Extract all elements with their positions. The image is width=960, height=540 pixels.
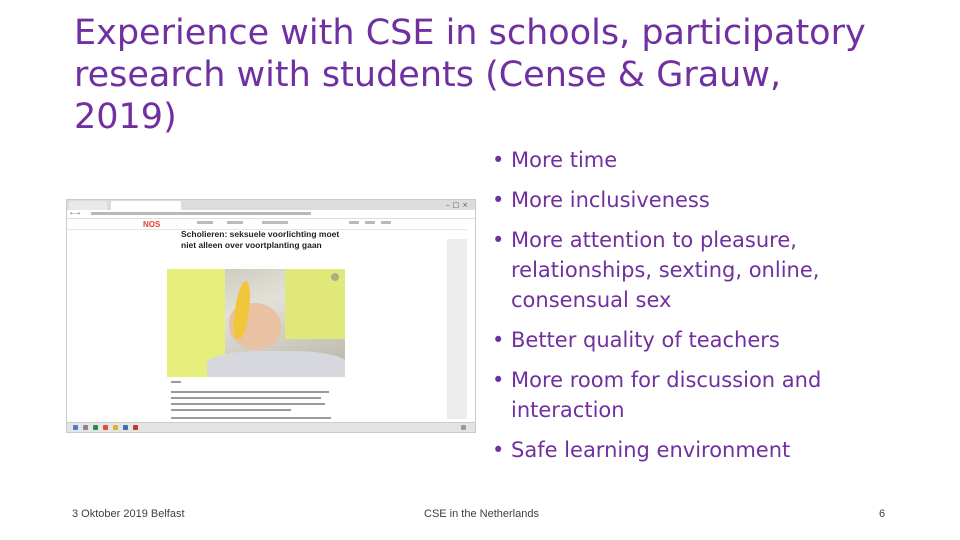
bullet-item: • More time — [492, 145, 912, 175]
nos-logo: NOS — [143, 220, 161, 229]
site-nav-item — [365, 221, 375, 224]
taskbar-app-icon — [133, 425, 138, 430]
article-photo — [167, 269, 345, 377]
article-text-line — [171, 397, 321, 399]
footer-title: CSE in the Netherlands — [424, 508, 539, 520]
slide-title: Experience with CSE in schools, participatory research with students (Cense & Grauw, 2019) — [74, 13, 866, 137]
article-text-line — [171, 409, 291, 411]
os-taskbar — [67, 422, 475, 432]
bullet-item: • More inclusiveness — [492, 185, 912, 215]
site-nav-item — [262, 221, 288, 224]
site-nav-item — [227, 221, 243, 224]
bullet-item: • More attention to pleasure, relationships, sexting, online, consensual sex — [492, 225, 912, 315]
taskbar-app-icon — [103, 425, 108, 430]
article-headline: Scholieren: seksuele voorlichting moet niet alleen over voortplanting gaan — [181, 229, 340, 250]
site-nav-item — [197, 221, 213, 224]
start-icon — [73, 425, 78, 430]
article-text-line — [171, 381, 181, 383]
article-text-line — [171, 403, 325, 405]
zoom-icon — [331, 273, 339, 281]
browser-tab — [69, 201, 107, 210]
taskbar-app-icon — [83, 425, 88, 430]
bullet-item: • Safe learning environment — [492, 435, 912, 465]
article-page — [67, 219, 475, 423]
site-nav-item — [381, 221, 391, 224]
news-article-screenshot — [66, 199, 476, 433]
bullet-item: • More room for discussion and interaction — [492, 365, 912, 425]
article-text-line — [171, 417, 331, 419]
browser-tab-active — [111, 201, 181, 210]
taskbar-app-icon — [113, 425, 118, 430]
window-controls-icon: –□× — [446, 201, 471, 209]
taskbar-app-icon — [93, 425, 98, 430]
page-scrollbar — [447, 239, 467, 419]
back-forward-icon: ←→ — [70, 210, 81, 217]
page-number: 6 — [879, 508, 886, 520]
browser-tab-bar — [67, 200, 475, 210]
photo-blanket — [207, 351, 345, 377]
taskbar-app-icon — [123, 425, 128, 430]
footer-date: 3 Oktober 2019 Belfast — [72, 508, 185, 520]
bullet-item: • Better quality of teachers — [492, 325, 912, 355]
browser-address-bar — [67, 210, 475, 219]
site-nav-item — [349, 221, 359, 224]
taskbar-clock-icon — [461, 425, 466, 430]
address-url — [91, 212, 311, 215]
bullet-list — [492, 145, 912, 475]
article-text-line — [171, 391, 329, 393]
